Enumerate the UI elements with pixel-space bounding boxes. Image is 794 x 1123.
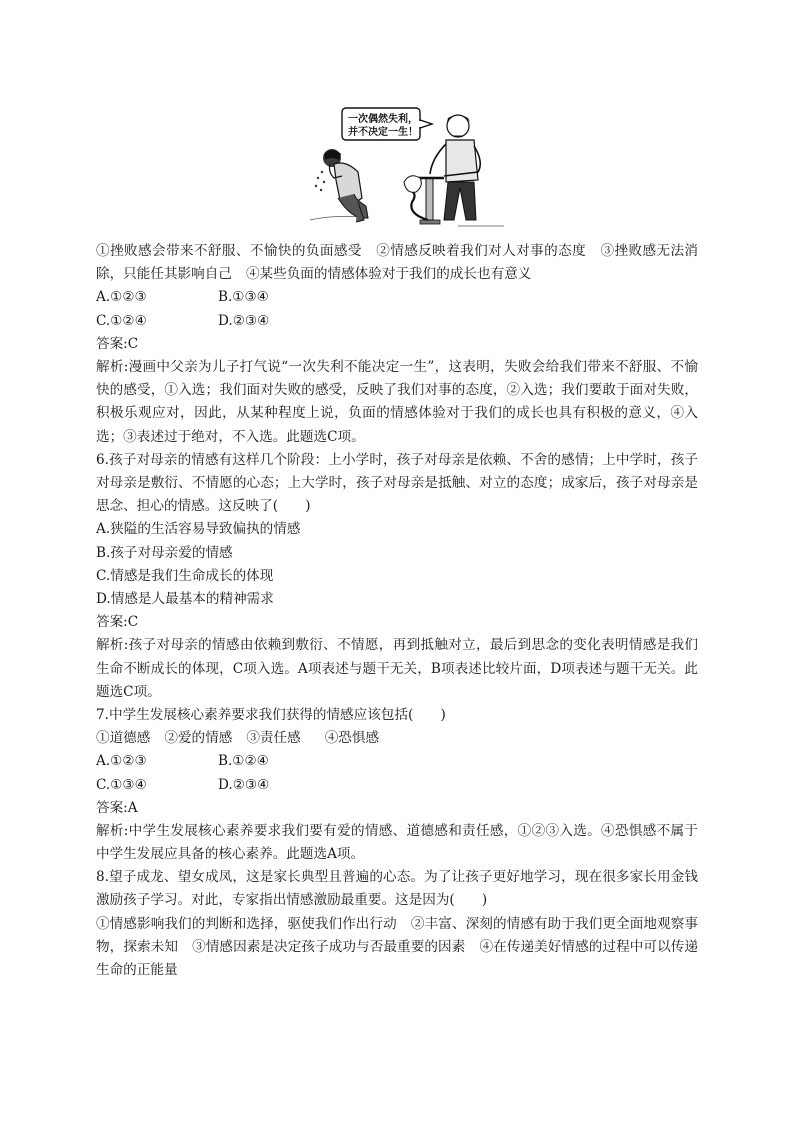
q7-options-row-2	[96, 774, 698, 797]
q7-statements	[96, 727, 698, 750]
father-figure	[430, 115, 480, 220]
q8-statement-3: ③情感因素是决定孩子成功与否最重要的因素	[192, 938, 466, 955]
q5-option-c[interactable]: C.①②④	[96, 312, 147, 329]
q8-stem: 8.望子成龙、望女成凤，这是家长典型且普遍的心态。为了让孩子更好地学习，现在很多家长用金钱激励孩子学习。对此，专家指出情感激励最重要。这是因为( )	[96, 869, 698, 909]
speech-line-1: 一次偶然失利，	[348, 114, 418, 125]
q6-answer: 答案:C	[96, 614, 139, 631]
q5-analysis: 解析:漫画中父亲为儿子打气说“一次失利不能决定一生”，这表明，失败会给我们带来不舒服、不愉快的感受，①入选；我们面对失败的感受，反映了我们对事的态度，②入选；我们要敢于面对失败，积极乐观应对，因此，从某种程度上说，负面的情感体验对于我们的成长也具有积极的意义，④入选；③表述过于绝对，不入选。此题选C项。	[96, 358, 698, 445]
q5-statement-4: ④某些负面的情感体验对于我们的成长也有意义	[245, 266, 532, 283]
q5-option-a[interactable]: A.①②③	[96, 289, 147, 306]
q7-option-b[interactable]: B.①②④	[218, 753, 269, 770]
q8-statement-4: ④在传递美好情感的过程中可以传递生命的正能量	[96, 938, 699, 979]
speech-line-2: 并不决定一生！	[348, 127, 418, 138]
question-content	[96, 240, 698, 982]
q7-option-a[interactable]: A.①②③	[96, 753, 147, 770]
q5-options-row-1	[96, 286, 698, 309]
q5-answer: 答案:C	[96, 335, 139, 352]
q7-statement-1: ①道德感	[96, 730, 151, 747]
q5-statement-3: ③挫败感无法消除，只能任其影响自己	[96, 243, 699, 283]
q7-options-row-1	[96, 750, 698, 773]
q7-statement-4: ④恐惧感	[324, 730, 380, 747]
q5-options-row-2	[96, 310, 698, 333]
q8-statement-1: ①情感影响我们的判断和选择，驱使我们作出行动	[96, 915, 397, 932]
q7-answer: 答案:A	[96, 799, 138, 816]
q6-option-c[interactable]: C.情感是我们生命成长的体现	[96, 567, 274, 584]
q6-stem: 6.孩子对母亲的情感有这样几个阶段：上小学时，孩子对母亲是依赖、不舍的感情；上中学时，孩子对母亲是敷衍、不情愿的心态；上大学时，孩子对母亲是抵触、对立的态度；成家后，孩子对母亲是思念、担心的情感。这反映了( )	[96, 451, 698, 515]
speech-bubble	[342, 108, 432, 140]
q6-option-b[interactable]: B.孩子对母亲爱的情感	[96, 544, 233, 561]
q8-statement-2: ②丰富、深刻的情感有助于我们更全面地观察事物，探索未知	[96, 915, 699, 955]
q8-statements	[96, 913, 698, 983]
q7-statement-2: ②爱的情感	[164, 730, 233, 747]
q7-option-d[interactable]: D.②③④	[218, 776, 270, 793]
bicycle-pump	[404, 176, 444, 224]
q7-analysis: 解析:中学生发展核心素养要求我们要有爱的情感、道德感和责任感，①②③入选。④恐惧感不属于中学生发展应具备的核心素养。此题选A项。	[96, 822, 698, 863]
q7-statement-3: ③责任感	[246, 730, 301, 747]
q7-option-c[interactable]: C.①③④	[96, 776, 147, 793]
q6-option-d[interactable]: D.情感是人最基本的精神需求	[96, 590, 274, 607]
q5-statements	[96, 240, 698, 286]
cartoon-illustration	[308, 102, 504, 232]
q5-statement-1: ①挫败感会带来不舒服、不愉快的负面感受	[96, 243, 362, 259]
q6-analysis: 解析:孩子对母亲的情感由依赖到敷衍、不情愿，再到抵触对立，最后到思念的变化表明情感是我们生命不断成长的体现，C项入选。A项表述与题干无关，B项表述比较片面，D项表述与题干无关。此题选C项。	[96, 637, 698, 700]
crouching-son-figure	[315, 149, 368, 222]
q5-option-d[interactable]: D.②③④	[218, 312, 270, 329]
q6-option-a[interactable]: A.狭隘的生活容易导致偏执的情感	[96, 521, 301, 538]
q5-statement-2: ②情感反映着我们对人对事的态度	[375, 243, 587, 259]
q7-stem: 7.中学生发展核心素养要求我们获得的情感应该包括( )	[96, 706, 446, 723]
q5-option-b[interactable]: B.①③④	[218, 289, 269, 306]
